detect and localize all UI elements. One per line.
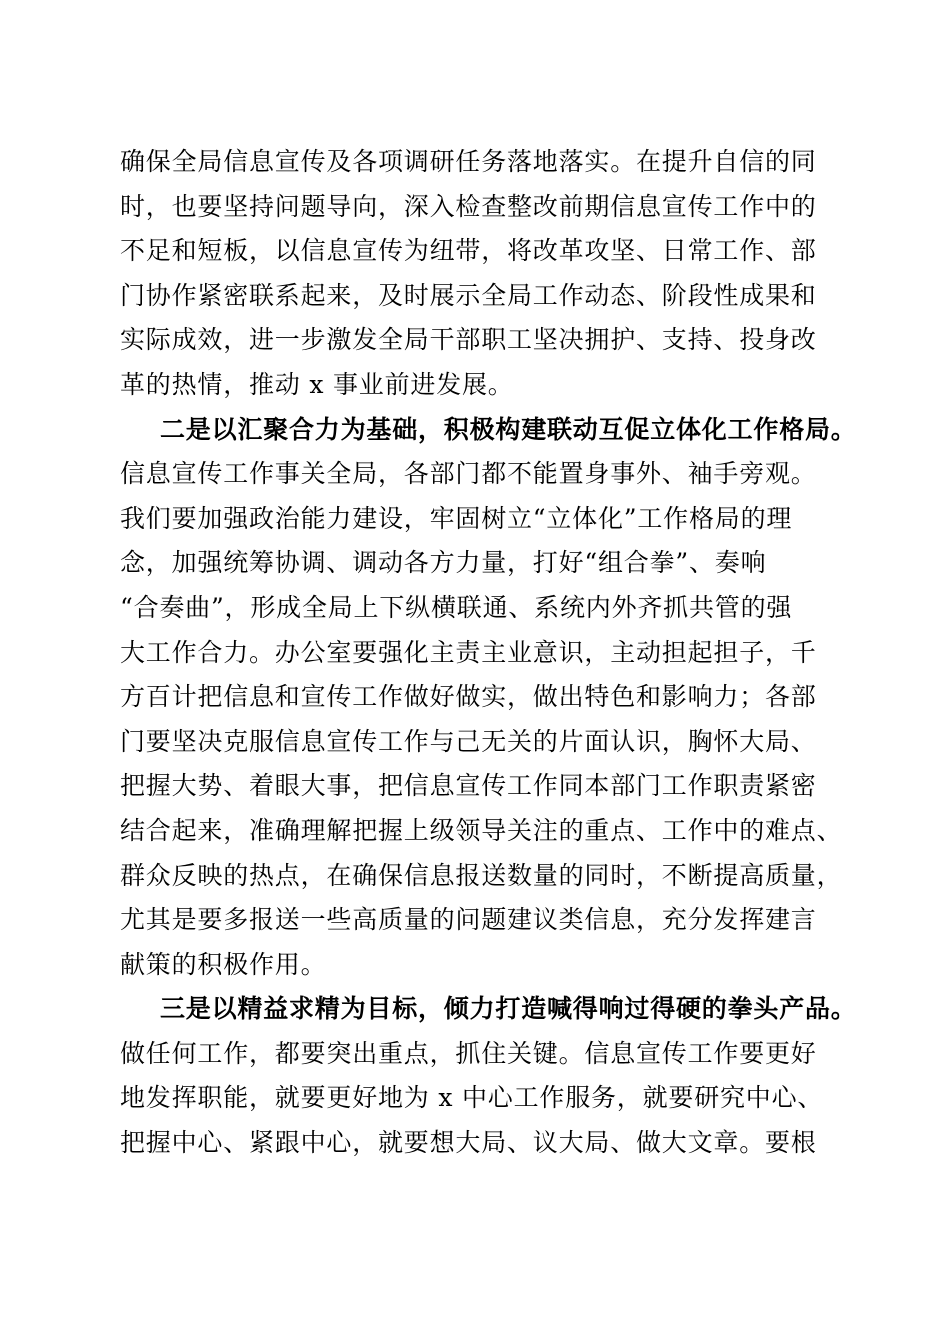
paragraph1-line: 门协作紧密联系起来，及时展示全局工作动态、阶段性成果和 bbox=[120, 280, 817, 310]
paragraph2-line: “合奏曲”，形成全局上下纵横联通、系统内外齐抓共管的强 bbox=[120, 592, 793, 622]
paragraph2-line: 信息宣传工作事关全局，各部门都不能置身事外、袖手旁观。 bbox=[120, 459, 817, 489]
document-body bbox=[120, 140, 857, 1166]
paragraph2-line: 大工作合力。办公室要强化主责主业意识，主动担起担子，千 bbox=[120, 637, 817, 667]
paragraph1-line: 确保全局信息宣传及各项调研任务落地落实。在提升自信的同 bbox=[120, 147, 817, 176]
paragraph2-heading: 二是以汇聚合力为基础，积极构建联动互促立体化工作格局。 bbox=[160, 414, 857, 444]
paragraph3-line: 做任何工作，都要突出重点，抓住关键。信息宣传工作要更好 bbox=[120, 1038, 817, 1068]
paragraph1-line: 革的热情，推动 x 事业前进发展。 bbox=[120, 369, 514, 399]
paragraph1-line: 不足和短板，以信息宣传为纽带，将改革攻坚、日常工作、部 bbox=[120, 236, 817, 266]
paragraph2-line: 念，加强统筹协调、调动各方力量，打好“组合拳”、奏响 bbox=[120, 548, 767, 578]
paragraph1-line: 实际成效，进一步激发全局干部职工坚决拥护、支持、投身改 bbox=[120, 325, 817, 355]
paragraph2-line: 结合起来，准确理解把握上级领导关注的重点、工作中的难点、 bbox=[120, 815, 843, 845]
paragraph2-line: 群众反映的热点，在确保信息报送数量的同时，不断提高质量， bbox=[120, 860, 843, 890]
paragraph2-line: 献策的积极作用。 bbox=[120, 949, 327, 979]
paragraph2-line: 尤其是要多报送一些高质量的问题建议类信息，充分发挥建言 bbox=[120, 905, 817, 935]
paragraph1-line: 时，也要坚持问题导向，深入检查整改前期信息宣传工作中的 bbox=[120, 191, 817, 221]
paragraph2-line: 门要坚决克服信息宣传工作与己无关的片面认识，胸怀大局、 bbox=[120, 726, 817, 756]
paragraph2-line: 我们要加强政治能力建设，牢固树立“立体化”工作格局的理 bbox=[120, 503, 793, 533]
paragraph2-line: 方百计把信息和宣传工作做好做实，做出特色和影响力；各部 bbox=[120, 682, 817, 712]
paragraph3-line: 把握中心、紧跟中心，就要想大局、议大局、做大文章。要根 bbox=[120, 1128, 817, 1158]
paragraph2-line: 把握大势、着眼大事，把信息宣传工作同本部门工作职责紧密 bbox=[120, 771, 817, 801]
paragraph3-line: 地发挥职能，就要更好地为 x 中心工作服务，就要研究中心、 bbox=[120, 1083, 824, 1113]
paragraph3-heading: 三是以精益求精为目标，倾力打造喊得响过得硬的拳头产品。 bbox=[160, 994, 857, 1024]
